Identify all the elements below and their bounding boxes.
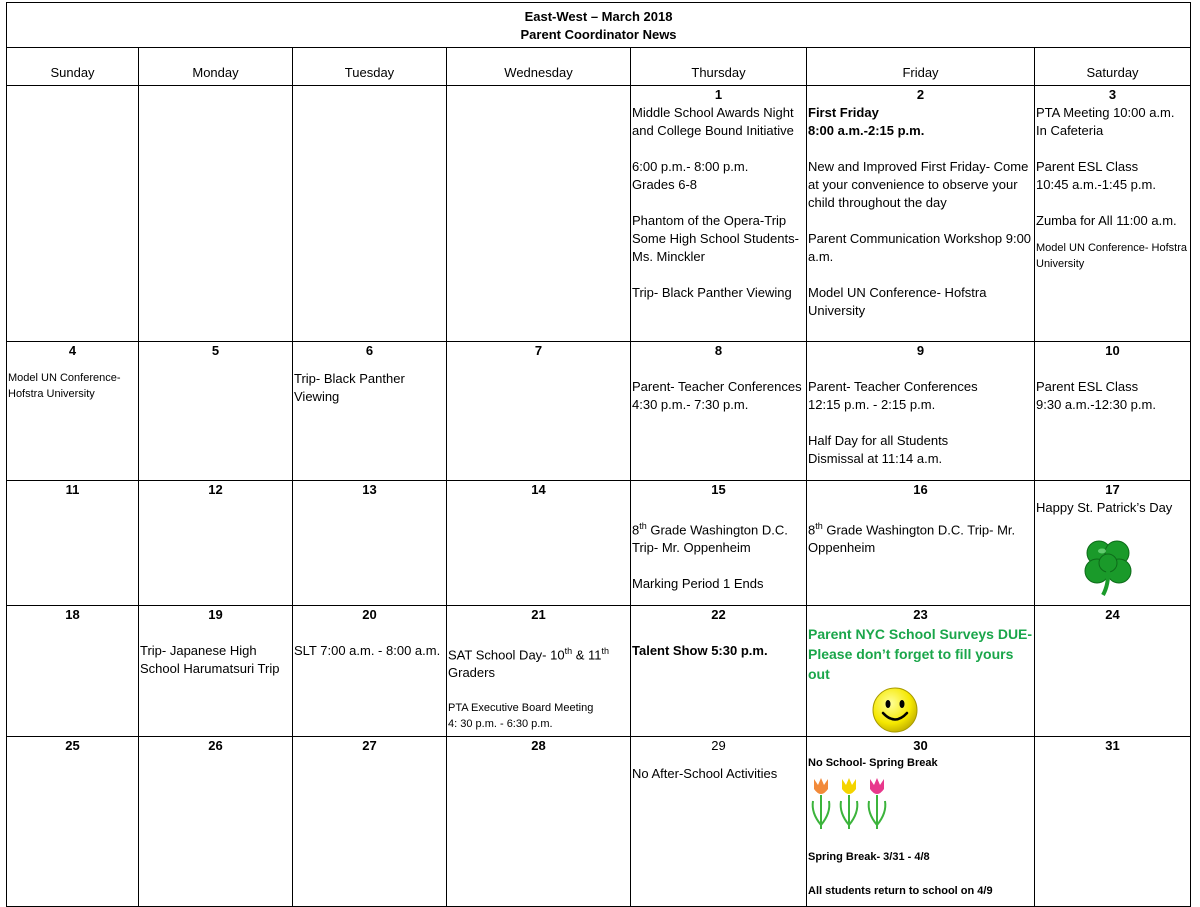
day-number: 16 [913,482,928,497]
day-cell-13 [293,481,447,606]
day-number: 6 [365,343,374,358]
event-text: First Friday [808,105,879,120]
day-cell-4 [7,342,139,481]
day-number: 29 [711,738,726,753]
day-cell-16 [807,481,1035,606]
event-text: Middle School Awards Night and College Bound Initiative [632,105,794,138]
weekday-friday: Friday [807,48,1035,86]
calendar-title [7,3,1191,48]
empty-day-cell [7,86,139,342]
day-cell-3 [1035,86,1191,342]
day-cell-1 [631,86,807,342]
day-number: 5 [211,343,220,358]
event-text: New and Improved First Friday- Come at your convenience to observe your child throughout the day [808,159,1029,210]
day-number: 25 [65,738,80,753]
day-number: 15 [711,482,726,497]
event-text: Trip- Black Panther Viewing [294,371,405,404]
day-cell-17 [1035,481,1191,606]
event-text: SLT 7:00 a.m. - 8:00 a.m. [294,643,441,658]
day-number: 1 [714,87,723,102]
weekday-sunday: Sunday [7,48,139,86]
event-text: Happy St. Patrick’s Day [1036,500,1173,515]
day-cell-10 [1035,342,1191,481]
week-row-2 [7,342,1191,481]
event-text: Spring Break- 3/31 - 4/8 [808,851,930,863]
event-text: 9:30 a.m.-12:30 p.m. [1036,397,1156,412]
day-cell-20 [293,606,447,737]
day-cell-29 [631,737,807,907]
weekday-header-row [7,48,1191,86]
day-cell-6 [293,342,447,481]
empty-day-cell [293,86,447,342]
day-cell-14 [447,481,631,606]
event-text: 10:45 a.m.-1:45 p.m. [1036,177,1156,192]
event-text: All students return to school on 4/9 [808,885,993,897]
week-row-4 [7,606,1191,737]
tulip-orange-icon [809,775,833,831]
day-number: 2 [916,87,925,102]
event-text: Trip- Japanese High School Harumatsuri Trip [140,643,280,676]
day-cell-31 [1035,737,1191,907]
day-cell-22 [631,606,807,737]
event-text: Dismissal at 11:14 a.m. [808,451,943,466]
day-number: 11 [65,482,80,497]
day-number: 4 [68,343,77,358]
tulip-yellow-icon [837,775,861,831]
day-cell-2 [807,86,1035,342]
title-line-1: East-West – March 2018 [524,9,673,24]
event-text: 8th Grade Washington D.C. Trip- Mr. Oppenheim [808,521,1016,556]
empty-day-cell [139,86,293,342]
day-cell-26 [139,737,293,907]
day-cell-19 [139,606,293,737]
day-cell-18 [7,606,139,737]
event-text: In Cafeteria [1036,123,1104,138]
day-cell-15 [631,481,807,606]
day-cell-21 [447,606,631,737]
event-text: Parent ESL Class [1036,379,1139,394]
day-number: 27 [362,738,377,753]
day-number: 21 [531,607,546,622]
tulips-icon [809,775,1034,831]
day-number: 28 [531,738,546,753]
event-text: Parent Communication Workshop 9:00 a.m. [808,231,1032,264]
title-line-2: Parent Coordinator News [520,27,677,42]
event-text: Model UN Conference- Hofstra University [808,285,987,318]
day-cell-11 [7,481,139,606]
day-cell-30 [807,737,1035,907]
empty-day-cell [447,86,631,342]
event-text: 4: 30 p.m. - 6:30 p.m. [448,718,553,731]
survey-reminder-text: Parent NYC School Surveys DUE- Please don’t forget to fill yours out [808,626,1033,682]
day-number: 13 [362,482,377,497]
day-number: 12 [208,482,223,497]
event-text: Trip- Black Panther Viewing [632,285,792,300]
day-number: 18 [65,607,80,622]
day-number: 9 [916,343,925,358]
day-number: 30 [913,738,928,753]
day-number: 7 [534,343,543,358]
event-text: No After-School Activities [632,766,778,781]
day-cell-9 [807,342,1035,481]
weekday-monday: Monday [139,48,293,86]
day-cell-7 [447,342,631,481]
day-cell-8 [631,342,807,481]
day-cell-28 [447,737,631,907]
day-number: 23 [913,607,928,622]
day-number: 19 [208,607,223,622]
event-text: 4:30 p.m.- 7:30 p.m. [632,397,749,412]
day-cell-5 [139,342,293,481]
weekday-wednesday: Wednesday [447,48,631,86]
day-cell-27 [293,737,447,907]
day-number: 17 [1105,482,1120,497]
day-number: 26 [208,738,223,753]
day-cell-25 [7,737,139,907]
weekday-saturday: Saturday [1035,48,1191,86]
event-text: No School- Spring Break [808,757,938,769]
shamrock-icon [1073,529,1143,599]
day-number: 10 [1105,343,1120,358]
event-text: Model UN Conference- Hofstra University [1036,242,1188,270]
day-number: 14 [531,482,546,497]
smiley-face-icon [871,686,919,734]
day-number: 24 [1105,607,1120,622]
weekday-tuesday: Tuesday [293,48,447,86]
event-text: Model UN Conference- Hofstra University [8,372,121,400]
week-row-3 [7,481,1191,606]
event-text: 12:15 p.m. - 2:15 p.m. [808,397,936,412]
calendar-table [6,2,1191,907]
event-text: Marking Period 1 Ends [632,576,764,592]
day-number: 22 [711,607,726,622]
day-number: 3 [1108,87,1117,102]
event-text: Parent- Teacher Conferences [808,379,978,394]
event-text: 6:00 p.m.- 8:00 p.m. [632,159,749,174]
day-cell-23 [807,606,1035,737]
day-number: 20 [362,607,377,622]
event-text: Parent ESL Class [1036,159,1139,174]
event-text: Phantom of the Opera-Trip Some High School Students- Ms. Minckler [632,213,799,264]
event-text: Half Day for all Students [808,433,949,448]
event-text: Parent- Teacher Conferences [632,379,802,394]
day-number: 31 [1105,738,1120,753]
tulip-pink-icon [865,775,889,831]
event-text: PTA Meeting 10:00 a.m. [1036,105,1175,120]
event-text: PTA Executive Board Meeting [448,702,594,715]
week-row-1 [7,86,1191,342]
weekday-thursday: Thursday [631,48,807,86]
event-text: Zumba for All 11:00 a.m. [1036,213,1177,228]
event-text: SAT School Day- 10th & 11th Graders [448,646,609,681]
day-cell-12 [139,481,293,606]
day-number: 8 [714,343,723,358]
event-text: Talent Show 5:30 p.m. [632,643,768,658]
week-row-5 [7,737,1191,907]
event-text: 8th Grade Washington D.C. Trip- Mr. Oppenheim [632,521,788,556]
event-text: Grades 6-8 [632,177,698,192]
day-cell-24 [1035,606,1191,737]
event-text: 8:00 a.m.-2:15 p.m. [808,123,925,138]
